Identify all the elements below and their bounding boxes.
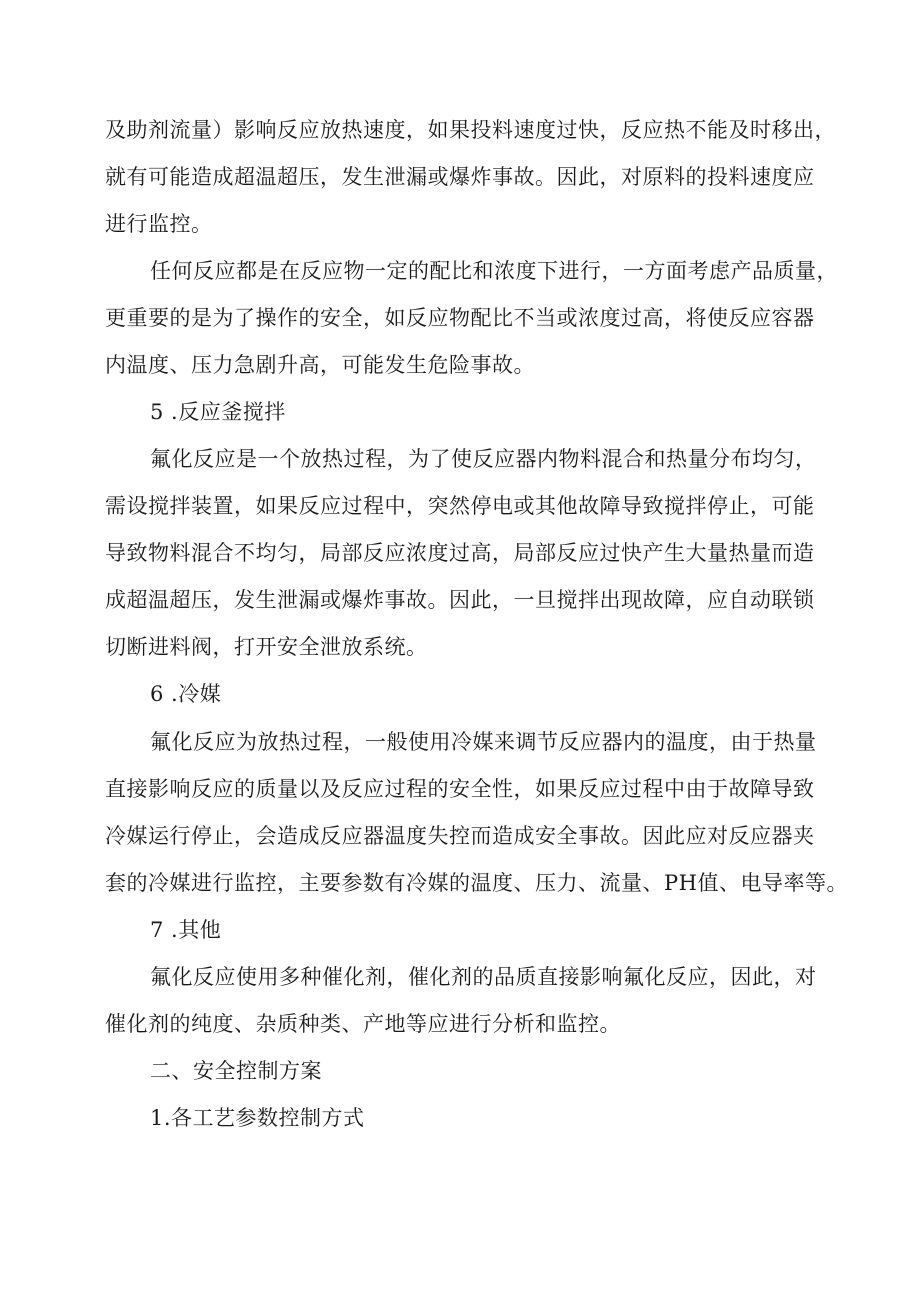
section-heading-6: 6 .冷媒	[150, 682, 222, 706]
text-line: 需设搅拌装置，如果反应过程中，突然停电或其他故障导致搅拌停止，可能	[105, 494, 815, 518]
text-line: 氟化反应使用多种催化剂，催化剂的品质直接影响氟化反应，因此，对	[150, 965, 817, 989]
text-line: 直接影响反应的质量以及反应过程的安全性，如果反应过程中由于故障导致	[105, 777, 815, 801]
section-heading-5: 5 .反应釜搅拌	[150, 400, 286, 424]
text-line: 氟化反应为放热过程，一般使用冷媒来调节反应器内的温度，由于热量	[150, 730, 817, 754]
text-line: 套的冷媒进行监控，主要参数有冷媒的温度、压力、流量、PH值、电导率等。	[105, 871, 848, 895]
text-line: 就有可能造成超温超压，发生泄漏或爆炸事故。因此，对原料的投料速度应	[105, 165, 815, 189]
text-line: 内温度、压力急剧升高，可能发生危险事故。	[105, 353, 535, 377]
text-line: 更重要的是为了操作的安全，如反应物配比不当或浓度过高，将使反应容器	[105, 306, 815, 330]
section-heading-7: 7 .其他	[150, 918, 222, 942]
text-line: 切断进料阀，打开安全泄放系统。	[105, 635, 428, 659]
subsection-heading-1: 1.各工艺参数控制方式	[150, 1106, 365, 1130]
text-line: 催化剂的纯度、杂质种类、产地等应进行分析和监控。	[105, 1012, 621, 1036]
section-heading-2: 二、安全控制方案	[150, 1059, 322, 1083]
text-line: 氟化反应是一个放热过程，为了使反应器内物料混合和热量分布均匀，	[150, 447, 817, 471]
text-line: 进行监控。	[105, 212, 213, 236]
text-line: 及助剂流量）影响反应放热速度，如果投料速度过快，反应热不能及时移出，	[105, 118, 836, 142]
text-line: 导致物料混合不均匀，局部反应浓度过高，局部反应过快产生大量热量而造	[105, 541, 815, 565]
text-line: 成超温超压，发生泄漏或爆炸事故。因此，一旦搅拌出现故障，应自动联锁	[105, 588, 815, 612]
text-line: 冷媒运行停止，会造成反应器温度失控而造成安全事故。因此应对反应器夹	[105, 824, 815, 848]
text-line: 任何反应都是在反应物一定的配比和浓度下进行，一方面考虑产品质量，	[150, 259, 838, 283]
